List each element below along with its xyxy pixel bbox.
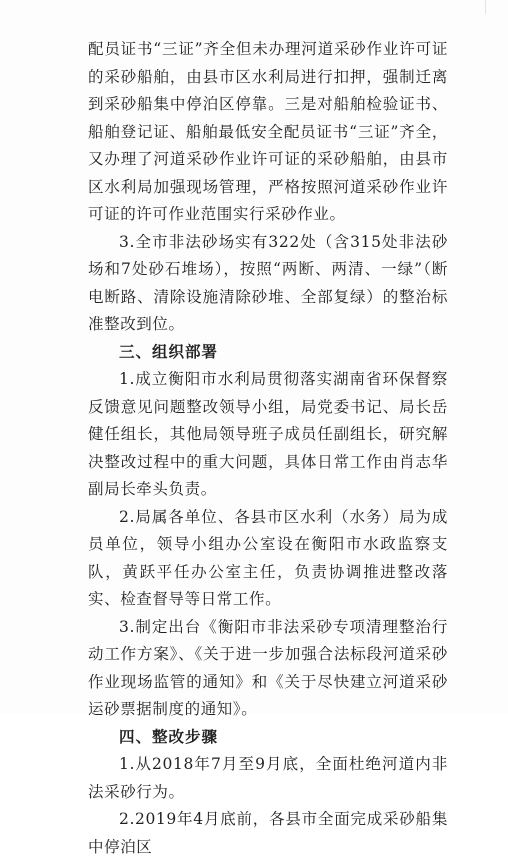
paragraph-documents: 3.制定出台《衡阳市非法采砂专项清理整治行动工作方案》、《关于进一步加强合法标段河道采砂作业现场监管的通知》和《关于尽快建立河道采砂运砂票据制度的通知》。 [88,617,448,718]
paragraph-step-two: 2.2019年4月底前，各县市全面完成采砂船集中停泊区 [88,810,448,856]
paragraph-continuation: 配员证书“三证”齐全但未办理河道采砂作业许可证的采砂船舶，由县市区水利局进行扣押，强制迁离到采砂船集中停泊区停靠。三是对船舶检验证书、船舶登记证、船舶最低安全配员证书“三证”齐全，又办理了河道采砂作业许可证的采砂船舶，由县市区水利局加强现场管理，严格按照河道采砂作业许可证的许可作业范围实行采砂作业。 [88,40,448,223]
paragraph-step-one: 1.从2018年7月至9月底，全面杜绝河道内非法采砂行为。 [88,755,448,801]
paragraph-leading-group: 1.成立衡阳市水利局贯彻落实湖南省环保督察反馈意见问题整改领导小组，局党委书记、局长岳健任组长，其他局领导班子成员任副组长，研究解决整改过程中的重大问题，具体日常工作由肖志华副局长牵头负责。 [88,370,448,498]
section-heading-organization: 三、组织部署 [119,342,219,361]
section-heading-steps: 四、整改步骤 [119,727,219,746]
page-edge-mark [485,0,486,14]
paragraph-member-units: 2.局属各单位、各县市区水利（水务）局为成员单位，领导小组办公室设在衡阳市水政监察支队，黄跃平任办公室主任，负责协调推进整改落实、检查督导等日常工作。 [88,507,448,608]
document-body [88,36,448,861]
paragraph-illegal-sand-sites: 3.全市非法砂场实有322处（含315处非法砂场和7处砂石堆场），按照“两断、两清、一绿”（断电断路、清除设施清除砂堆、全部复绿）的整治标准整改到位。 [88,232,448,333]
